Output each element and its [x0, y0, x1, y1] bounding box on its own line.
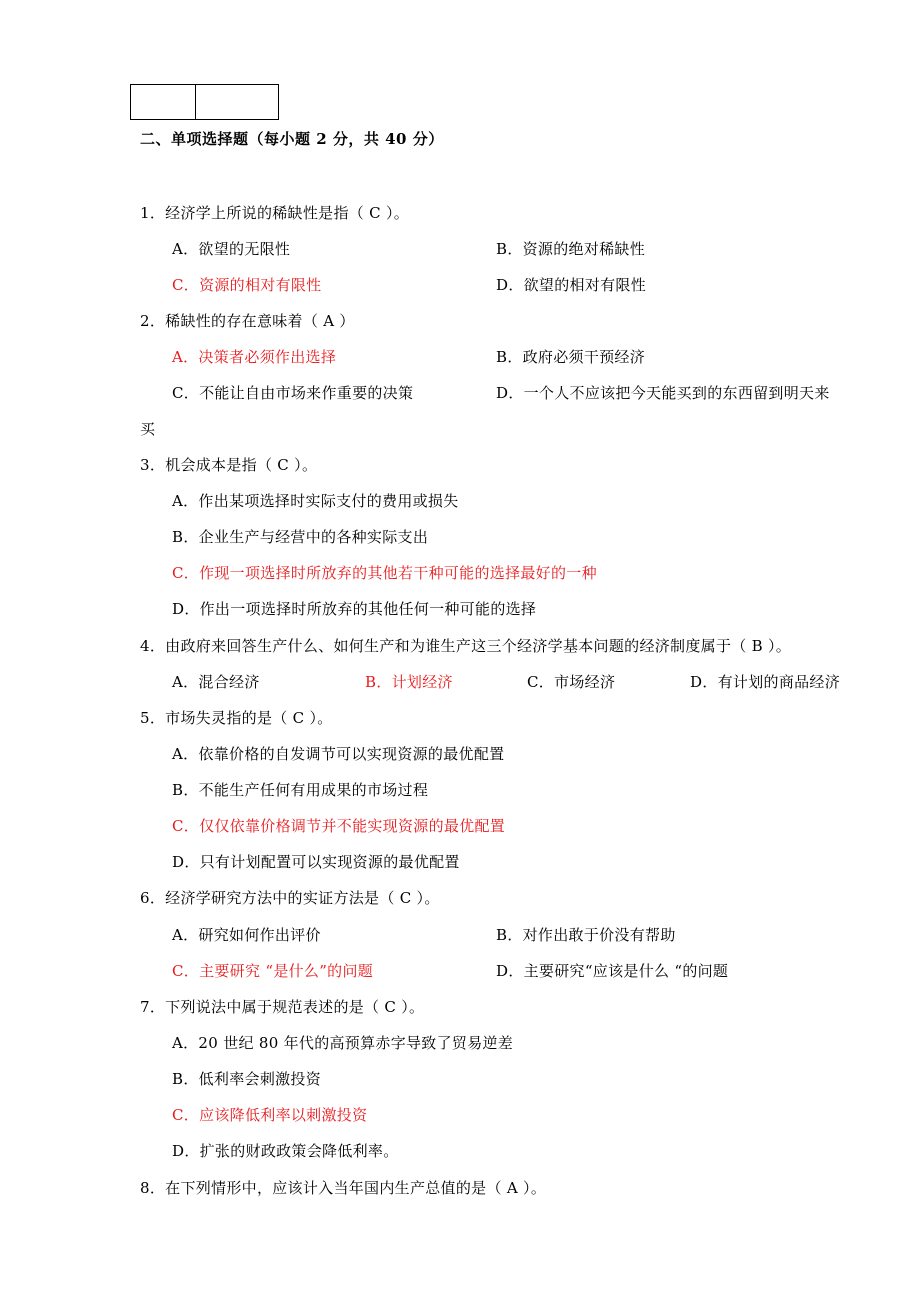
q3-option-b: B．企业生产与经营中的各种实际支出	[172, 528, 429, 546]
q6-option-a: A．研究如何作出评价	[172, 926, 321, 944]
q4-option-a: A．混合经济	[172, 673, 260, 691]
q3-stem: 3．机会成本是指（ C ）。	[140, 456, 318, 474]
q7-option-b: B．低利率会刺激投资	[172, 1070, 322, 1088]
score-cell-value	[196, 85, 279, 120]
q4-option-c: C．市场经济	[527, 673, 616, 691]
q7-stem: 7．下列说法中属于规范表述的是（ C ）。	[140, 998, 425, 1016]
q2-stem: 2．稀缺性的存在意味着（ A ）	[140, 312, 355, 330]
q6-option-d: D．主要研究“应该是什么 “的问题	[496, 962, 729, 980]
q4-option-d: D．有计划的商品经济	[690, 673, 841, 691]
score-cell-label	[131, 85, 196, 120]
q7-option-d: D．扩张的财政政策会降低利率。	[172, 1142, 399, 1160]
q3-option-d: D．作出一项选择时所放弃的其他任何一种可能的选择	[172, 600, 537, 618]
q7-option-a: A．20 世纪 80 年代的高预算赤字导致了贸易逆差	[172, 1034, 514, 1052]
q4-stem: 4．由政府来回答生产什么、如何生产和为谁生产这三个经济学基本问题的经济制度属于（ B ）。	[140, 637, 792, 655]
q1-option-b: B．资源的绝对稀缺性	[496, 240, 646, 258]
q2-option-a: A．决策者必须作出选择	[172, 348, 337, 366]
q5-stem: 5．市场失灵指的是（ C ）。	[140, 709, 333, 727]
q2-option-c: C．不能让自由市场来作重要的决策	[172, 384, 414, 402]
q1-option-c: C．资源的相对有限性	[172, 276, 322, 294]
section-title: 二、单项选择题（每小题 2 分，共 40 分）	[140, 130, 444, 148]
q8-stem: 8．在下列情形中，应该计入当年国内生产总值的是（ A ）。	[140, 1179, 547, 1197]
q5-option-d: D．只有计划配置可以实现资源的最优配置	[172, 853, 460, 871]
q1-option-a: A．欲望的无限性	[172, 240, 291, 258]
q4-option-b: B．计划经济	[365, 673, 453, 691]
q2-option-d-continued: 买	[140, 420, 156, 438]
q2-option-b: B．政府必须干预经济	[496, 348, 646, 366]
q1-option-d: D．欲望的相对有限性	[496, 276, 647, 294]
q5-option-b: B．不能生产任何有用成果的市场过程	[172, 781, 429, 799]
q5-option-a: A．依靠价格的自发调节可以实现资源的最优配置	[172, 745, 505, 763]
q6-option-b: B．对作出敢于价没有帮助	[496, 926, 676, 944]
score-table	[130, 84, 279, 120]
q3-option-c: C．作现一项选择时所放弃的其他若干种可能的选择最好的一种	[172, 564, 597, 582]
q5-option-c: C．仅仅依靠价格调节并不能实现资源的最优配置	[172, 817, 506, 835]
q2-option-d: D．一个人不应该把今天能买到的东西留到明天来	[496, 384, 830, 402]
q6-stem: 6．经济学研究方法中的实证方法是（ C ）。	[140, 889, 440, 907]
q6-option-c: C．主要研究 “是什么”的问题	[172, 962, 374, 980]
q3-option-a: A．作出某项选择时实际支付的费用或损失	[172, 492, 459, 510]
q1-stem: 1．经济学上所说的稀缺性是指（ C ）。	[140, 204, 410, 222]
q7-option-c: C．应该降低利率以刺激投资	[172, 1106, 368, 1124]
